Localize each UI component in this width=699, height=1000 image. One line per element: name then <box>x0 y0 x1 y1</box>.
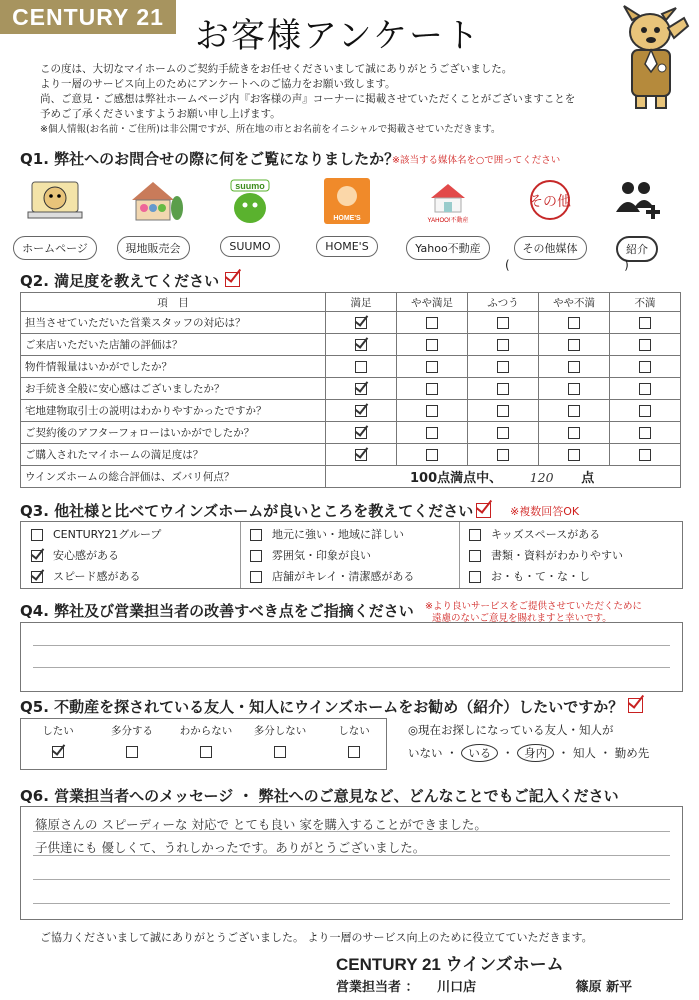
rating-checkbox[interactable] <box>426 361 438 373</box>
q3-option[interactable] <box>31 547 119 563</box>
rating-cell <box>610 378 681 400</box>
col-item: 項 目 <box>21 293 326 312</box>
rating-checkbox[interactable] <box>568 339 580 351</box>
message-line: 子供達にも 優しくて、うれしかったです。ありがとうございました。 <box>35 840 426 855</box>
q3-option[interactable] <box>469 547 623 563</box>
q3-options <box>20 521 683 589</box>
rating-checkbox[interactable] <box>497 339 509 351</box>
rating-cell <box>397 312 468 334</box>
rating-cell <box>539 334 610 356</box>
rating-cell <box>610 356 681 378</box>
rating-cell <box>610 334 681 356</box>
q4-note-2: 遠慮のないご意見を賜れますと幸いです。 <box>432 613 612 624</box>
recommend-option-label: 多分しない <box>253 725 307 737</box>
rating-checkbox[interactable] <box>639 449 651 461</box>
svg-text:suumo: suumo <box>235 181 265 191</box>
q3-option-label: 書類・資料がわかりやすい <box>491 549 623 562</box>
question-label: ご購入されたマイホームの満足度は？ <box>21 444 326 466</box>
q5-title: Q5. 不動産を探されている友人・知人にウインズホームをお勧め（紹介）したいですか？ <box>20 698 624 716</box>
media-label: 現地販売会 <box>117 236 190 260</box>
recommend-option[interactable] <box>171 723 241 758</box>
rating-checkbox[interactable] <box>426 317 438 329</box>
q3-checkbox[interactable] <box>469 571 481 583</box>
table-row <box>21 444 681 466</box>
q2-title: Q2. 満足度を教えてください <box>20 272 220 290</box>
branch-name: 川口店 <box>437 980 477 995</box>
house-family-icon <box>122 178 184 224</box>
question-label: ご契約後のアフターフォローはいかがでしたか？ <box>21 422 326 444</box>
q4-note-1: ※より良いサービスをご提供させていただくために <box>425 601 642 612</box>
recommend-option[interactable] <box>23 723 93 758</box>
q3-option-label: 安心感がある <box>53 549 119 562</box>
media-label: その他媒体 <box>514 236 587 260</box>
rating-checkbox[interactable] <box>568 427 580 439</box>
suumo-icon <box>219 178 281 224</box>
rating-cell <box>397 334 468 356</box>
q1-note: ※該当する媒体名を○で囲ってください <box>392 155 561 166</box>
friend-option-yes[interactable]: いる <box>461 744 498 762</box>
rating-checkbox[interactable] <box>355 361 367 373</box>
rating-checkbox[interactable] <box>497 449 509 461</box>
q6-title: Q6. 営業担当者へのメッセージ ・ 弊社へのご意見など、どんなことでもご記入ください <box>20 787 619 805</box>
rating-cell <box>539 444 610 466</box>
rating-cell <box>539 422 610 444</box>
media-label: SUUMO <box>220 236 279 257</box>
q3-option-label: お・も・て・な・し <box>491 570 590 583</box>
intro-line: この度は、大切なマイホームのご契約手続きをお任せくださいまして誠にありがとうございました。 <box>40 63 513 75</box>
recommend-option[interactable] <box>319 723 389 758</box>
recommend-checkbox[interactable] <box>200 746 212 758</box>
rating-cell <box>468 444 539 466</box>
media-option-open-house[interactable] <box>108 178 198 268</box>
q2-answered-check <box>225 272 240 287</box>
rating-checkbox[interactable] <box>639 405 651 417</box>
rating-checkbox[interactable] <box>355 405 367 417</box>
intro-line: より一層のサービス向上のためにアンケートへのご協力をお願い致します。 <box>40 78 396 90</box>
recommend-checkbox[interactable] <box>274 746 286 758</box>
friend-option-acquaintance[interactable]: 知人 <box>572 746 596 760</box>
recommend-checkbox[interactable] <box>52 746 64 758</box>
rating-checkbox[interactable] <box>568 383 580 395</box>
media-option-referral[interactable] <box>592 178 682 268</box>
friend-option-none[interactable]: いない <box>408 746 443 760</box>
question-label: 物件情報量はいかがでしたか？ <box>21 356 326 378</box>
rating-cell <box>468 334 539 356</box>
rating-cell <box>326 378 397 400</box>
media-option-other[interactable] <box>505 178 595 268</box>
friend-option-family[interactable]: 身内 <box>517 744 554 762</box>
col-scale: ふつう <box>468 293 539 312</box>
q3-option[interactable] <box>250 568 414 584</box>
rating-cell <box>468 356 539 378</box>
media-label: HOME'S <box>316 236 377 257</box>
rating-cell <box>326 356 397 378</box>
q3-checkbox[interactable] <box>31 550 43 562</box>
rating-checkbox[interactable] <box>568 317 580 329</box>
media-label: Yahoo不動産 <box>406 236 489 260</box>
question-label: 担当させていただいた営業スタッフの対応は？ <box>21 312 326 334</box>
rating-cell <box>326 400 397 422</box>
rating-checkbox[interactable] <box>426 449 438 461</box>
q3-option-label: 地元に強い・地域に詳しい <box>272 528 404 541</box>
rating-checkbox[interactable] <box>355 317 367 329</box>
q3-option-label: CENTURY21グループ <box>53 528 162 541</box>
q3-option-label: スピード感がある <box>53 570 141 583</box>
q3-option[interactable] <box>250 547 371 563</box>
q3-checkbox[interactable] <box>250 571 262 583</box>
rating-cell <box>468 378 539 400</box>
rating-checkbox[interactable] <box>426 427 438 439</box>
other-media-icon <box>519 178 581 224</box>
q3-option[interactable] <box>31 526 161 542</box>
rating-cell <box>539 312 610 334</box>
recommend-option[interactable] <box>97 723 167 758</box>
friend-question: ◎現在お探しになっている友人・知人が <box>408 723 614 737</box>
rating-checkbox[interactable] <box>426 405 438 417</box>
table-row <box>21 312 681 334</box>
rating-cell <box>326 312 397 334</box>
question-label: 宅地建物取引士の説明はわかりやすかったですか？ <box>21 400 326 422</box>
intro-text <box>40 62 620 137</box>
mascot-icon <box>24 178 86 224</box>
q5-recommend-options <box>20 718 387 770</box>
referral-people-icon <box>606 178 668 224</box>
rating-checkbox[interactable] <box>497 427 509 439</box>
staff-line <box>336 976 632 995</box>
media-option-yahoo[interactable] <box>398 178 498 268</box>
recommend-option-label: 多分する <box>111 725 153 737</box>
rating-checkbox[interactable] <box>355 449 367 461</box>
staff-name: 篠原 新平 <box>575 980 633 995</box>
homes-icon <box>316 178 378 224</box>
rating-checkbox[interactable] <box>568 449 580 461</box>
question-label: お手続き全般に安心感はございましたか？ <box>21 378 326 400</box>
friend-option-workplace[interactable]: 勤め先 <box>614 746 650 760</box>
rating-checkbox[interactable] <box>426 383 438 395</box>
question-label: ご来店いただいた店舗の評価は？ <box>21 334 326 356</box>
q3-checkbox[interactable] <box>31 529 43 541</box>
q3-checkbox[interactable] <box>469 550 481 562</box>
media-label: ホームページ <box>13 236 97 260</box>
recommend-checkbox[interactable] <box>126 746 138 758</box>
rating-checkbox[interactable] <box>497 361 509 373</box>
intro-line: 尚、ご意見・ご感想は弊社ホームページ内『お客様の声』コーナーに掲載させていただくことがございますことを <box>40 93 576 105</box>
rating-cell <box>610 400 681 422</box>
recommend-option-label: したい <box>42 725 74 737</box>
q3-title: Q3. 他社様と比べてウインズホームが良いところを教えてください <box>20 502 474 520</box>
rating-checkbox[interactable] <box>426 339 438 351</box>
rating-checkbox[interactable] <box>355 427 367 439</box>
total-score-label: ウインズホームの総合評価は、ズバリ何点？ <box>21 466 326 488</box>
rating-checkbox[interactable] <box>639 427 651 439</box>
table-row <box>21 400 681 422</box>
rating-cell <box>397 378 468 400</box>
recommend-option[interactable] <box>245 723 315 758</box>
total-score-value: 120 <box>529 470 554 485</box>
table-row <box>21 378 681 400</box>
total-score-prefix: 100点満点中、 <box>410 471 503 486</box>
q3-option[interactable] <box>31 568 141 584</box>
q3-option-label: キッズスペースがある <box>491 528 601 541</box>
rating-cell <box>610 422 681 444</box>
rating-cell <box>610 312 681 334</box>
rating-checkbox[interactable] <box>568 361 580 373</box>
q4-comment-box[interactable] <box>20 622 683 692</box>
col-scale: 不満 <box>610 293 681 312</box>
rating-checkbox[interactable] <box>497 383 509 395</box>
col-scale: やや満足 <box>397 293 468 312</box>
rating-cell <box>539 356 610 378</box>
total-score-suffix: 点 <box>581 471 595 486</box>
svg-text:YAHOO!不動産: YAHOO!不動産 <box>427 218 469 224</box>
q3-checkbox[interactable] <box>250 550 262 562</box>
rating-checkbox[interactable] <box>497 405 509 417</box>
rating-cell <box>539 400 610 422</box>
rating-cell <box>468 312 539 334</box>
rating-checkbox[interactable] <box>568 405 580 417</box>
q3-option-label: 店舗がキレイ・清潔感がある <box>272 570 415 583</box>
satisfaction-table <box>20 292 681 488</box>
rating-cell <box>397 444 468 466</box>
q3-option[interactable] <box>250 526 404 542</box>
rating-checkbox[interactable] <box>639 317 651 329</box>
q3-note: ※複数回答OK <box>510 505 580 518</box>
col-scale: やや不満 <box>539 293 610 312</box>
rating-cell <box>326 334 397 356</box>
century21-logo: CENTURY 21 <box>0 0 176 34</box>
media-label-selected: 紹介 <box>616 236 658 262</box>
page-title: お客様アンケート <box>195 16 481 56</box>
thanks-text: ご協力くださいまして誠にありがとうございました。 より一層のサービス向上のために役立てていただきます。 <box>40 931 593 944</box>
privacy-note: ※個人情報(お名前・ご住所)は非公開ですが、所在地の市とお名前をイニシャルで掲載させていただきます。 <box>40 124 501 135</box>
q3-checkbox[interactable] <box>250 529 262 541</box>
rating-cell <box>397 422 468 444</box>
yahoo-house-icon <box>417 178 479 224</box>
rating-cell <box>468 400 539 422</box>
rating-cell <box>397 356 468 378</box>
media-option-suumo[interactable] <box>205 178 295 268</box>
recommend-option-label: しない <box>338 725 370 737</box>
rating-cell <box>326 444 397 466</box>
svg-text:その他: その他 <box>529 194 571 210</box>
total-score-cell[interactable] <box>326 466 681 488</box>
recommend-checkbox[interactable] <box>348 746 360 758</box>
company-name: CENTURY 21 ウインズホーム <box>336 955 564 974</box>
rating-checkbox[interactable] <box>639 339 651 351</box>
q1-title: Q1. 弊社へのお問合せの際に何をご覧になりましたか？ <box>20 150 400 168</box>
rating-checkbox[interactable] <box>355 339 367 351</box>
mascot-dog-icon <box>612 2 692 112</box>
rating-checkbox[interactable] <box>497 317 509 329</box>
q3-option[interactable] <box>469 526 600 542</box>
rating-checkbox[interactable] <box>355 383 367 395</box>
q6-message-box[interactable] <box>20 806 683 920</box>
q3-option[interactable] <box>469 568 590 584</box>
rating-cell <box>610 444 681 466</box>
q5-answered-check <box>628 698 643 713</box>
other-media-blank[interactable]: ( ) <box>505 258 629 272</box>
svg-text:HOME'S: HOME'S <box>333 215 361 222</box>
rating-cell <box>539 378 610 400</box>
table-row <box>21 356 681 378</box>
rating-cell <box>326 422 397 444</box>
staff-label: 営業担当者 ： <box>336 980 419 995</box>
table-row <box>21 334 681 356</box>
col-scale: 満足 <box>326 293 397 312</box>
rating-checkbox[interactable] <box>639 361 651 373</box>
rating-checkbox[interactable] <box>639 383 651 395</box>
intro-line: 予めご了承くださいますようお願い申し上げます。 <box>40 108 281 120</box>
media-option-homepage[interactable] <box>10 178 100 268</box>
q3-checkbox[interactable] <box>31 571 43 583</box>
table-row <box>21 422 681 444</box>
media-option-homes[interactable] <box>302 178 392 268</box>
friend-options: いない ・ いる ・ 身内 ・ 知人 ・ 勤め先 <box>408 746 650 760</box>
recommend-option-label: わからない <box>179 725 233 737</box>
q3-answered-check <box>476 503 491 518</box>
q4-title: Q4. 弊社及び営業担当者の改善すべき点をご指摘ください <box>20 602 414 620</box>
q3-checkbox[interactable] <box>469 529 481 541</box>
rating-cell <box>468 422 539 444</box>
q3-option-label: 雰囲気・印象が良い <box>272 549 371 562</box>
message-line: 篠原さんの スピーディーな 対応で とても良い 家を購入することができました。 <box>35 817 487 832</box>
rating-cell <box>397 400 468 422</box>
